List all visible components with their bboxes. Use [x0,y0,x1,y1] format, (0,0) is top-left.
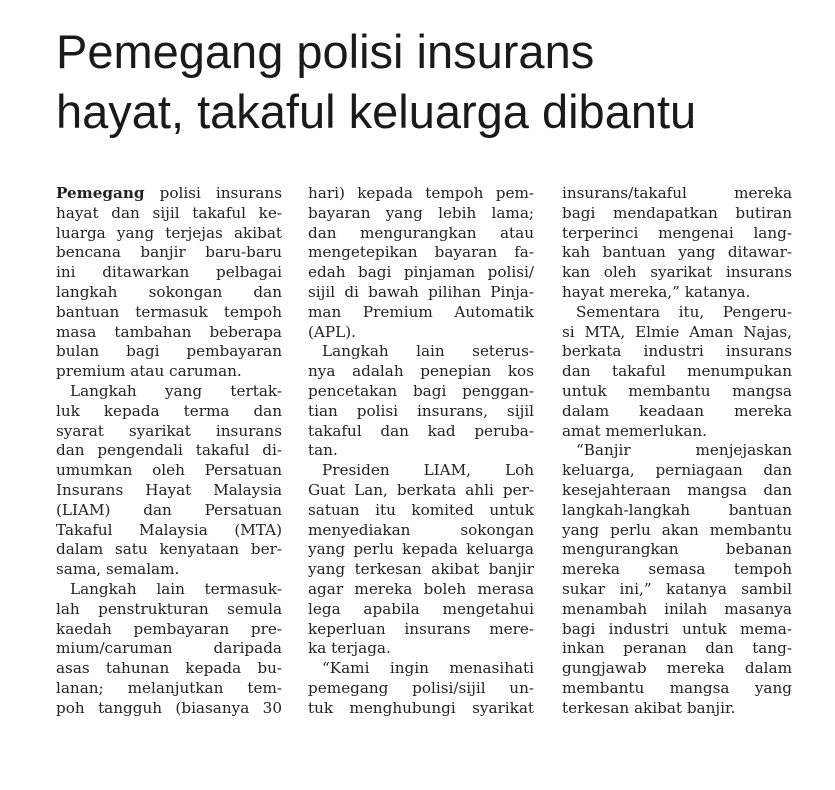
article-line: langkah-langkah bantuan [562,500,792,519]
article-line: dan takaful menumpukan [562,362,792,381]
article-line: tan. [308,441,338,460]
article-line: gungjawab mereka dalam [562,659,792,678]
article-line: tian polisi insurans, sijil [308,401,534,420]
article-line: bencana banjir baru-baru [56,243,282,262]
article-line: menyediakan sokongan [308,520,534,539]
article-line: bagi mendapatkan butiran [562,203,792,222]
article-line: bagi industri untuk mema- [562,619,792,638]
article-line: terperinci mengenai lang- [562,223,792,242]
article-line: Guat Lan, berkata ahli per- [308,480,534,499]
article-line: luarga yang terjejas akibat [56,223,282,242]
article-line: pencetakan bagi penggan- [308,381,534,400]
article-line: yang perlu akan membantu [562,520,792,539]
article-line: inkan peranan dan tang- [562,639,792,658]
article-line: lah penstrukturan semula [56,599,282,618]
article-line: lanan; melanjutkan tem- [56,678,282,697]
article-line: “Kami ingin menasihati [322,659,534,678]
article-line: sama, semalam. [56,560,180,579]
article-line: pemegang polisi/sijil un- [308,678,534,697]
article-line: sukar ini,” katanya sambil [562,579,792,598]
article-line: keluarga, perniagaan dan [562,461,792,480]
article-line: kah bantuan yang ditawar- [562,243,792,262]
article-line: hayat dan sijil takaful ke- [56,203,282,222]
article-column-2 [308,184,534,719]
article-line: asas tahunan kepada bu- [56,659,282,678]
article-line: syarat syarikat insurans [56,421,282,440]
article-line: agar mereka boleh merasa [308,579,534,598]
article-column-3 [562,184,792,719]
article-line: mium/caruman daripada [56,639,282,658]
article-line: si MTA, Elmie Aman Najas, [562,322,792,341]
article-line: Presiden LIAM, Loh [322,461,534,480]
headline-line-1: Pemegang polisi insurans [56,25,595,78]
article-line: ini ditawarkan pelbagai [56,263,282,282]
article-line: yang terkesan akibat banjir [308,560,534,579]
article-line: insurans/takaful mereka [562,184,792,202]
article-line: amat memerlukan. [562,421,707,440]
article-column-1 [56,184,282,719]
article-line: Insurans Hayat Malaysia [56,480,282,499]
article-line: mereka semasa tempoh [562,560,792,579]
article-line: (LIAM) dan Persatuan [56,500,282,519]
article-line: menambah inilah masanya [562,599,792,618]
article-line: man Premium Automatik [308,302,534,321]
article-line: langkah sokongan dan [56,282,282,301]
article-line: poh tangguh (biasanya 30 [56,698,282,717]
article-line: premium atau caruman. [56,362,242,381]
article-line: “Banjir menjejaskan [576,441,792,460]
article-line: Langkah lain seterus- [322,342,534,361]
article-line: kan oleh syarikat insurans [562,263,792,282]
article-line: lega apabila mengetahui [308,599,534,618]
article-line: Pemegang polisi insurans [56,184,282,202]
article-line: sijil di bawah pilihan Pinja- [308,282,534,301]
article-line: satuan itu komited untuk [308,500,534,519]
article-line: (APL). [308,322,356,341]
headline-line-2: hayat, takaful keluarga dibantu [56,85,697,138]
article-line: hari) kepada tempoh pem- [308,184,534,202]
article-line: edah bagi pinjaman polisi/ [308,263,534,282]
headline [56,22,816,142]
article-line: untuk membantu mangsa [562,381,792,400]
article-line: tuk menghubungi syarikat [308,698,534,717]
article-line: mengetepikan bayaran fa- [308,243,534,262]
article-line: bayaran yang lebih lama; [308,203,534,222]
article-line: dan pengendali takaful di- [56,441,282,460]
lead-word: Pemegang [56,184,145,202]
article-line: Sementara itu, Pengeru- [576,302,792,321]
article-line: hayat mereka,” katanya. [562,282,751,301]
article-line: terkesan akibat banjir. [562,698,736,717]
article-line: luk kepada terma dan [56,401,282,420]
article-line: dalam keadaan mereka [562,401,792,420]
article-line: kaedah pembayaran pre- [56,619,282,638]
article-line: ka terjaga. [308,639,391,658]
article-line: takaful dan kad peruba- [308,421,534,440]
article-line: bulan bagi pembayaran [56,342,282,361]
article-line: Takaful Malaysia (MTA) [56,520,282,539]
article-line: nya adalah penepian kos [308,362,534,381]
article-line: keperluan insurans mere- [308,619,534,638]
article-line: mengurangkan bebanan [562,540,792,559]
article-line: umumkan oleh Persatuan [56,461,282,480]
article-line: dan mengurangkan atau [308,223,534,242]
article-line: Langkah lain termasuk- [70,579,282,598]
article-line: kesejahteraan mangsa dan [562,480,792,499]
article-line: Langkah yang tertak- [70,381,282,400]
article-line: berkata industri insurans [562,342,792,361]
article-line: yang perlu kepada keluarga [308,540,534,559]
article-line: masa tambahan beberapa [56,322,282,341]
article-line: dalam satu kenyataan ber- [56,540,282,559]
article-line: bantuan termasuk tempoh [56,302,282,321]
article-line: membantu mangsa yang [562,678,792,697]
